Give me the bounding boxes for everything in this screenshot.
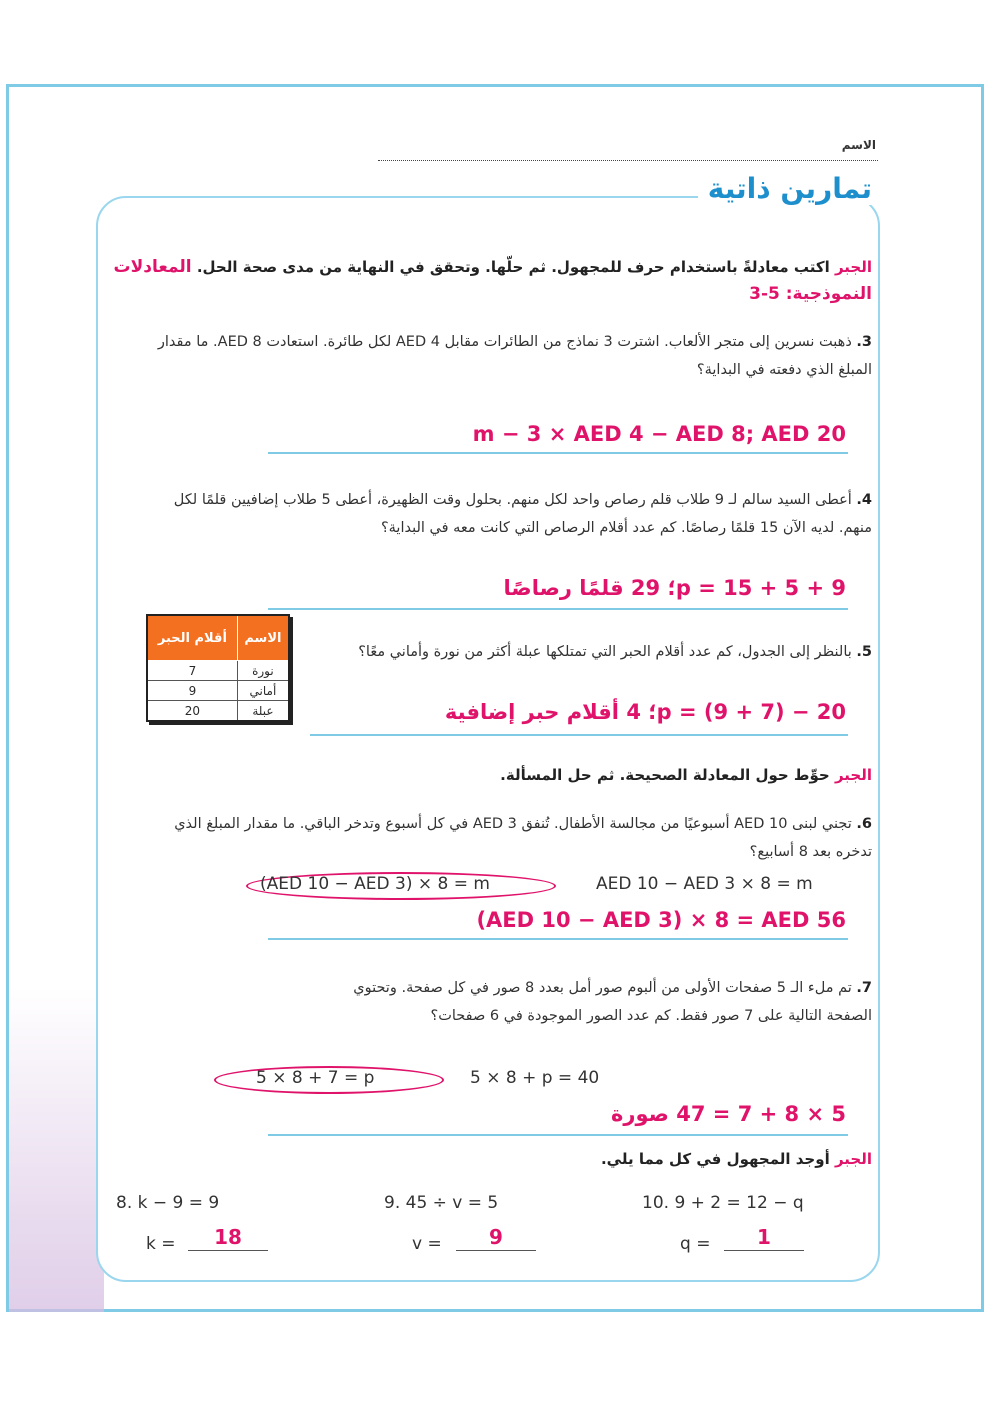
section3-instruction (112, 1146, 872, 1173)
table-cell: أماني (237, 681, 289, 701)
pens-table (146, 614, 290, 722)
table-row (147, 701, 289, 722)
instruction-text: حوِّط حول المعادلة الصحيحة. ثم حل المسألة. (500, 766, 830, 784)
question-4 (142, 486, 872, 542)
variable-label-q: q = (680, 1234, 711, 1254)
answer-5: p = (9 + 7) − 20؛ 4 أقلام حبر إضافية (444, 700, 846, 724)
table-row (147, 661, 289, 681)
algebra-tag: الجبر (834, 1150, 872, 1168)
answer-4: p = 15 + 5 + 9؛ 29 قلمًا رصاصًا (503, 576, 846, 600)
table-row (147, 681, 289, 701)
algebra-tag: الجبر (834, 766, 872, 784)
decorative-tint (9, 987, 104, 1312)
question-3 (142, 328, 872, 384)
equation-9: 9. 45 ÷ v = 5 (384, 1193, 499, 1213)
question-text: أعطى السيد سالم لـ 9 طلاب قلم رصاص واحد لكل منهم. بحلول وقت الظهيرة، أعطى 5 طلاب إضافيين قلمًا لكل منهم. لديه الآن 15 قلمًا رصاصًا. كم عدد أقلام الرصاص التي كانت معه في البداية؟ (173, 492, 872, 536)
name-field-line[interactable] (378, 160, 878, 161)
question-text: بالنظر إلى الجدول، كم عدد أقلام الحبر التي تمتلكها عبلة أكثر من نورة وأماني معًا؟ (358, 644, 852, 660)
variable-label-k: k = (146, 1234, 176, 1254)
question-7 (332, 974, 872, 1030)
question-text: تجني لبنى AED 10 أسبوعيًا من مجالسة الأطفال. تُنفق AED 3 في كل أسبوع وتدخر الباقي. ما مقدار المبلغ الذي تدخره بعد 8 أسابيع؟ (174, 816, 872, 860)
table-header: الاسم (237, 615, 289, 661)
table-cell: نورة (237, 661, 289, 681)
answer-6: (AED 10 − AED 3) × 8 = AED 56 (476, 908, 846, 932)
question-number: 5. (856, 644, 872, 660)
answer-3: m − 3 × AED 4 − AED 8; AED 20 (472, 422, 846, 446)
table-cell: 7 (147, 661, 237, 681)
instruction-text: أوجد المجهول في كل مما يلي. (600, 1150, 830, 1168)
option-circled[interactable]: (AED 10 − AED 3) × 8 = m (260, 874, 490, 894)
table-cell: عبلة (237, 701, 289, 722)
answer-line (268, 608, 848, 610)
option-circled[interactable]: 5 × 8 + 7 = p (256, 1068, 375, 1088)
equation-10: 10. 9 + 2 = 12 − q (642, 1193, 804, 1213)
table-header: أقلام الحبر (147, 615, 237, 661)
question-number: 4. (856, 492, 872, 508)
table-cell: 9 (147, 681, 237, 701)
answer-line (310, 734, 848, 736)
instruction-text: اكتب معادلةً باستخدام حرف للمجهول. ثم حلّها. وتحقق في النهاية من مدى صحة الحل. (196, 258, 830, 276)
question-number: 7. (856, 980, 872, 996)
question-5 (342, 638, 872, 666)
variable-label-v: v = (412, 1234, 442, 1254)
answer-line (268, 1134, 848, 1136)
question-number: 3. (856, 334, 872, 350)
question-6 (142, 810, 872, 866)
option-other[interactable]: 5 × 8 + p = 40 (470, 1068, 600, 1088)
question-text: تم ملء الـ 5 صفحات الأولى من ألبوم صور أمل بعدد 8 صور في كل صفحة. وتحتوي الصفحة التالية على 7 صور فقط. كم عدد الصور الموجودة في 6 صفحات؟ (353, 980, 872, 1024)
equation-8: 8. k − 9 = 9 (116, 1193, 220, 1213)
name-label: الاسم (841, 138, 876, 152)
answer-line (268, 938, 848, 940)
answer-blank-k[interactable]: 18 (188, 1224, 268, 1251)
answer-blank-v[interactable]: 9 (456, 1224, 536, 1251)
section2-instruction (112, 762, 872, 789)
answer-line (268, 452, 848, 454)
question-number: 6. (856, 816, 872, 832)
question-text: ذهبت نسرين إلى متجر الألعاب. اشترت 3 نماذج من الطائرات مقابل AED 4 لكل طائرة. استعادت AED 8. ما مقدار المبلغ الذي دفعته في البداية؟ (157, 334, 872, 378)
algebra-tag: الجبر (834, 258, 872, 276)
answer-7: 5 × 8 + 7 = 47 صورة (610, 1102, 846, 1126)
section1-instruction (112, 254, 872, 308)
option-other[interactable]: AED 10 − AED 3 × 8 = m (596, 874, 813, 894)
table-cell: 20 (147, 701, 237, 722)
reference-link[interactable]: المعادلات النموذجية: 5-3 (113, 257, 872, 304)
page-title: تمارين ذاتية (698, 172, 882, 205)
answer-blank-q[interactable]: 1 (724, 1224, 804, 1251)
